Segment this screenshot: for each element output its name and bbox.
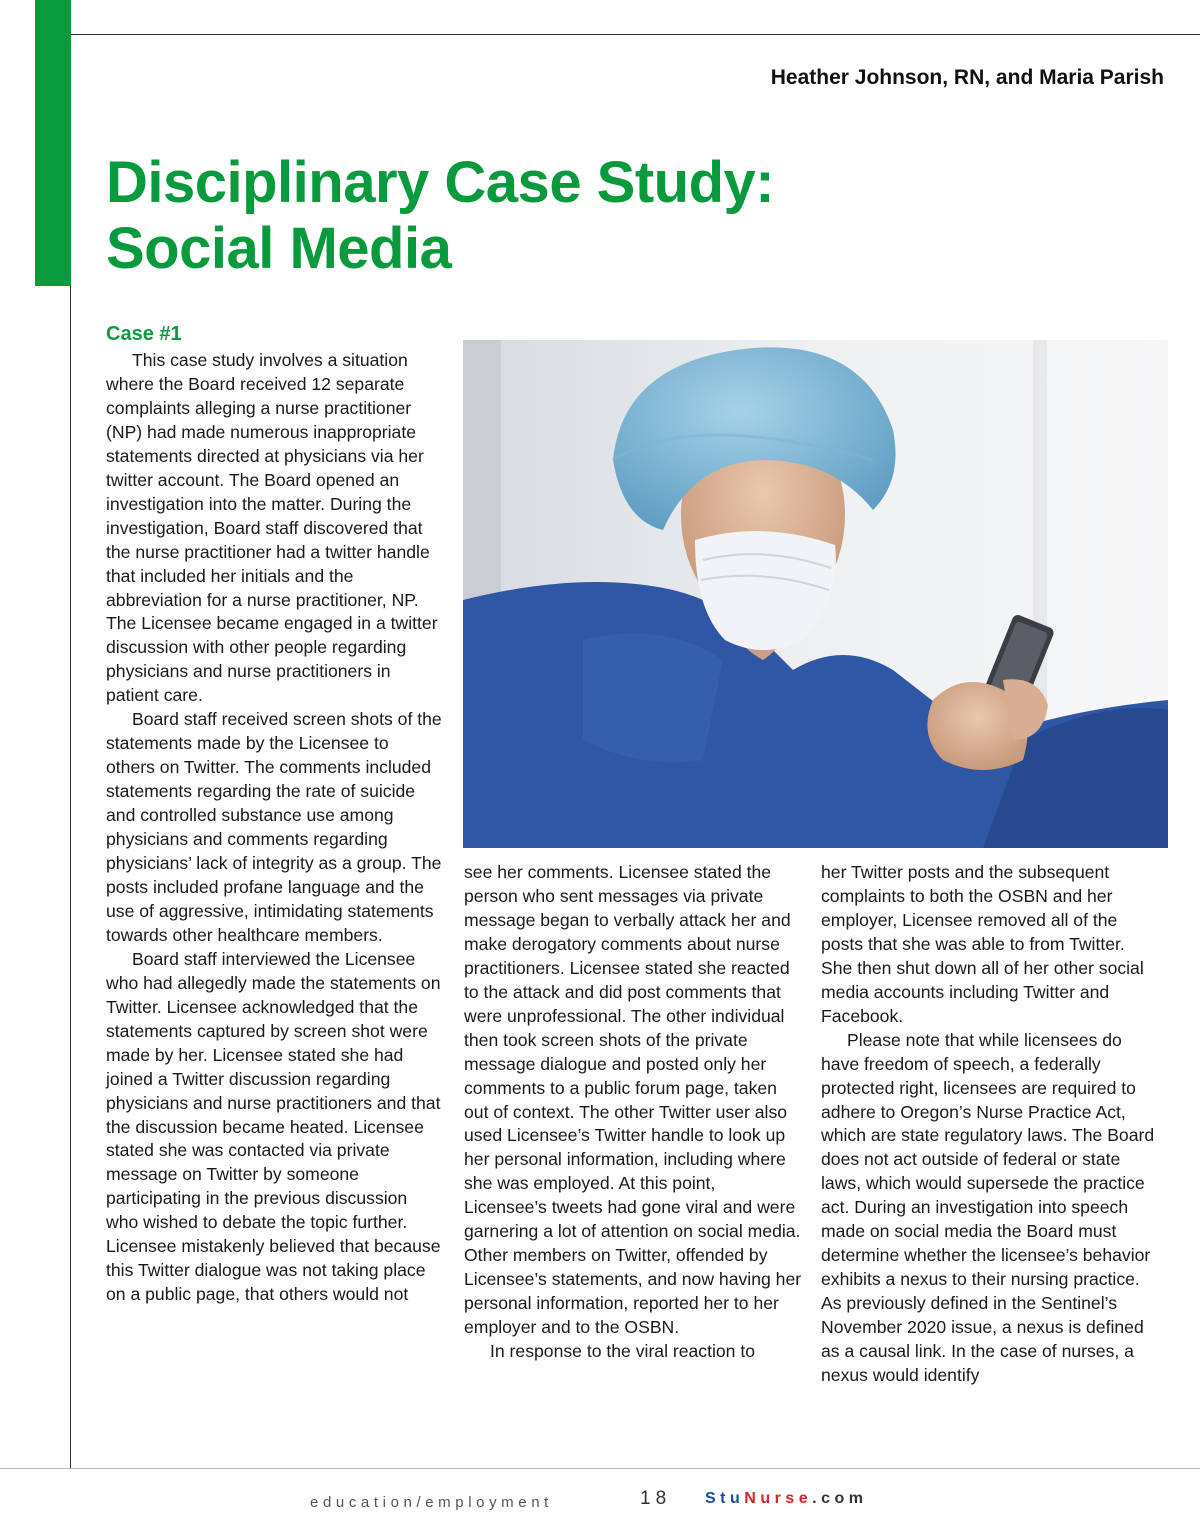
author-byline: Heather Johnson, RN, and Maria Parish — [770, 66, 1164, 89]
paragraph: Board staff interviewed the Licensee who had allegedly made the statements on Twitter. Licensee acknowledged that the statements captured by screen shot were made by her. Licensee stated she had joined a Twitter discussion regarding physicians and nurse practitioners and that the discussion became heated. Licensee stated she was contacted via private message on Twitter by someone participating in the previous discussion who wished to debate the topic further. Licensee mistakenly believed that because this Twitter dialogue was not taking place on a public page, that others would not — [106, 948, 441, 1305]
page-footer — [0, 1488, 1200, 1518]
paragraph: In response to the viral reaction to — [490, 1341, 756, 1362]
photo-nurse-phone-icon — [463, 340, 1168, 848]
paragraph: see her comments. Licensee stated the person who sent messages via private message began to verbally attack her and make derogatory comments about nurse practitioners. Licensee stated she reacted to the attack and did post comments that were unprofessional. The other individual then took screen shots of the private message dialogue and posted only her comments to a public forum page, taken out of context. The other Twitter user also used Licensee’s Twitter handle to look up her personal information, including where she was employed. At this point, Licensee’s tweets had gone viral and were garnering a lot of attention on social media. Other members on Twitter, offended by Licensee’s statements, and now having her personal information, reported her to her employer and to the OSBN. — [464, 862, 802, 1338]
text-column-2 — [464, 861, 802, 1364]
footer-section-label: education/employment — [310, 1494, 553, 1511]
brand-part-2: Nurse — [744, 1490, 813, 1507]
page-number: 18 — [640, 1488, 672, 1509]
title-line-2: Social Media — [106, 216, 452, 281]
footer-rule — [0, 1468, 1200, 1469]
paragraph: This case study involves a situation where the Board received 12 separate complaints alleging a nurse practitioner (NP) had made numerous inappropriate statements directed at physicians via her twitter account. The Board opened an investigation into the matter. During the investigation, Board staff discovered that the nurse practitioner had a twitter handle that included her initials and the abbreviation for a nurse practitioner, NP. The Licensee became engaged in a twitter discussion with other people regarding physicians and nurse practitioners in patient care. — [106, 350, 438, 706]
paragraph: Board staff received screen shots of the statements made by the Licensee to others on Twitter. The comments included statements regarding the rate of suicide and controlled substance use among physicians and comments regarding physicians’ lack of integrity as a group. The posts included profane language and the use of aggressive, intimidating statements towards other healthcare members. — [106, 709, 442, 945]
title-line-1: Disciplinary Case Study: — [106, 150, 775, 215]
paragraph: Please note that while licensees do have freedom of speech, a federally protected right, licensees are required to adhere to Oregon’s Nurse Practice Act, which are state regulatory laws. The Board does not act outside of federal or state laws, which would supersede the practice act. During an investigation into speech made on social media the Board must determine whether the licensee’s behavior exhibits a nexus to their nursing practice. As previously defined in the Sentinel’s November 2020 issue, a nexus is defined as a causal link. In the case of nurses, a nexus would identify — [821, 1029, 1155, 1386]
text-column-1 — [106, 349, 442, 1307]
brand-part-3: .com — [812, 1490, 868, 1507]
top-rule — [71, 34, 1200, 35]
nurse-phone-photo — [463, 340, 1168, 848]
brand-logo[interactable] — [705, 1490, 867, 1508]
brand-part-1: Stu — [705, 1490, 745, 1507]
accent-bar — [35, 0, 71, 286]
text-column-3 — [821, 861, 1159, 1388]
paragraph: her Twitter posts and the subsequent complaints to both the OSBN and her employer, Licensee removed all of the posts that she was able to from Twitter. She then shut down all of her other social media accounts including Twitter and Facebook. — [821, 862, 1144, 1026]
article-title — [106, 150, 774, 282]
case-heading: Case #1 — [106, 323, 182, 345]
left-rule — [70, 286, 71, 1468]
